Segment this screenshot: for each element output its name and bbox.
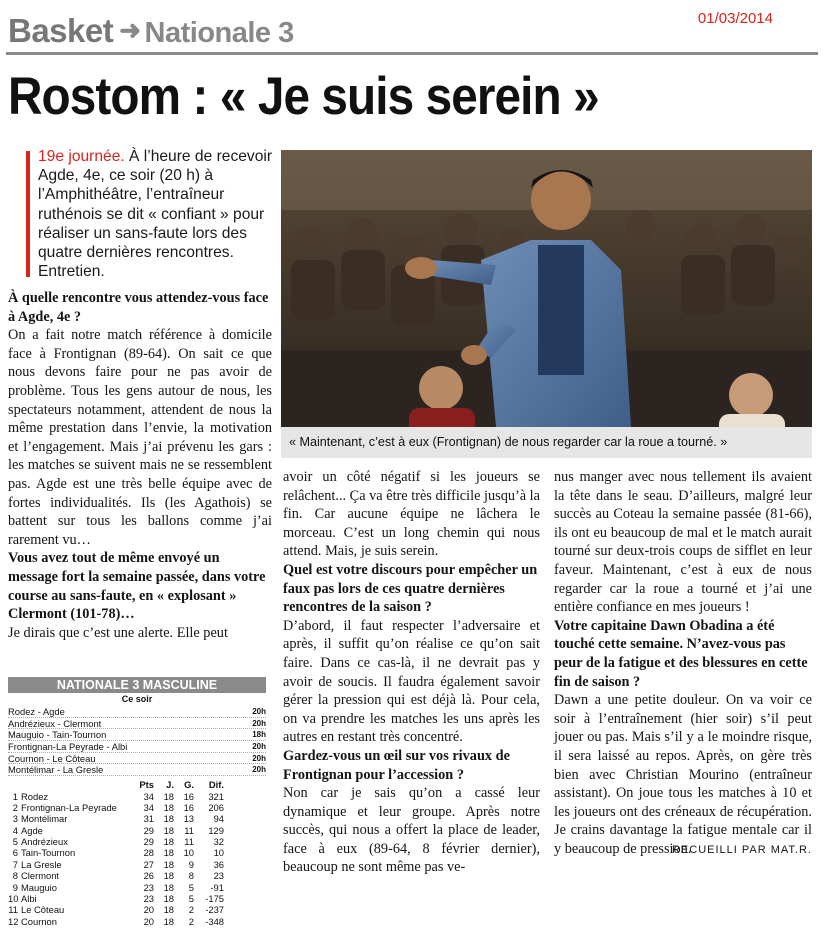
diff-cell: 129	[208, 824, 224, 836]
diff-cell: 36	[213, 858, 224, 870]
fixture-teams: Cournon - Le Côteau	[8, 752, 96, 764]
fixture-time: 20h	[252, 753, 266, 763]
team-cell: Cournon	[21, 915, 57, 927]
arrow-right-icon: ➜	[119, 15, 141, 45]
diff-header: Dif.	[208, 779, 224, 791]
body-column-3	[554, 468, 812, 860]
rank-cell: 6	[12, 847, 18, 859]
fixture-time: 20h	[252, 765, 266, 775]
fixture-time: 20h	[252, 707, 266, 716]
question: À quelle rencontre vous attendez-vous face à Agde, 4e ?	[8, 290, 269, 325]
coach-photo-illustration	[281, 150, 812, 427]
rank-cell: 4	[12, 824, 18, 836]
won-cell: 5	[188, 893, 194, 905]
photo-caption: « Maintenant, c’est à eux (Frontignan) de nous regarder car la roue a tourné. »	[281, 427, 812, 458]
points-cell: 27	[143, 858, 154, 870]
question: Gardez-vous un œil sur vos rivaux de Frontignan pour l’accession ?	[283, 747, 510, 783]
question: Votre capitaine Dawn Obadina a été touché cette semaine. N’avez-vous pas peur de la fatigue et des blessures en cette fin de saison ?	[554, 617, 808, 690]
team-cell: Frontignan-La Peyrade	[21, 801, 117, 813]
fixture-row	[8, 753, 266, 765]
played-cell: 18	[163, 801, 174, 813]
won-cell: 2	[188, 904, 194, 916]
answer: D’abord, il faut respecter l’adversaire et après, il suffit qu’on réalise ce qu’on sait faire. Dans ce cas-là, il ne devrait pas y avoir de soucis. Il faudra également savoir gérer la pression qui est déjà là. Pour cela, on va prendre les matches les uns après les autres en restant très concentré.	[283, 617, 540, 746]
answer: Dawn a une petite douleur. On va voir ce soir à l’entraînement (hier soir) s’il peut jouer ou pas. Mais s’il y a le moindre risque, il sera laissé au repos. Après, on gère très bien avec Christian Mourino (entraîneur assistant). On joue tous les matches à 10 et les joueurs ont des créneaux de récupération. Je crains davantage la fatigue mentale car il y beaucoup de pression.	[554, 692, 812, 857]
won-cell: 16	[183, 801, 194, 813]
points-cell: 29	[143, 824, 154, 836]
points-cell: 34	[143, 801, 154, 813]
played-cell: 18	[163, 893, 174, 905]
won-cell: 16	[183, 790, 194, 802]
points-cell: 29	[143, 836, 154, 848]
points-cell: 31	[143, 813, 154, 825]
standings-row	[8, 870, 266, 881]
fixture-time: 20h	[252, 718, 266, 728]
points-cell: 28	[143, 847, 154, 859]
fixture-teams: Montélimar - La Gresle	[8, 764, 104, 776]
points-cell: 23	[143, 881, 154, 893]
points-cell: 20	[143, 904, 154, 916]
header-rule	[6, 52, 818, 55]
diff-cell: 321	[208, 790, 224, 802]
rank-cell: 5	[12, 836, 18, 848]
fixture-time: 18h	[252, 730, 266, 740]
team-cell: Clermont	[21, 870, 60, 882]
diff-cell: 206	[208, 801, 224, 813]
fixture-time: 20h	[252, 742, 266, 752]
subsection-label: Nationale 3	[144, 17, 294, 49]
rank-cell: 8	[12, 870, 18, 882]
won-cell: 2	[188, 915, 194, 927]
intro-text: À l’heure de recevoir Agde, 4e, ce soir (20 h) à l’Amphithéâtre, l’entraîneur ruthénois se dit « confiant » pour réaliser un sans-faute lors des quatre dernières rencontres. Entretien.	[38, 148, 273, 281]
body-column-1	[8, 289, 272, 642]
standings-row	[8, 916, 266, 927]
fixture-row	[8, 764, 266, 776]
standings-row	[8, 825, 266, 836]
standings-row	[8, 836, 266, 847]
played-cell: 18	[163, 847, 174, 859]
standings-row	[8, 802, 266, 813]
answer: On a fait notre match référence à domicile face à Frontignan (89-64). On sait ce que nous devons faire pour ne pas avoir de problème. Tous les gens autour de nous, les spectateurs notamment, attendent de nous la même prestation dans l’envie, la motivation et l’engagement. Mais j’ai prévenu les gars : les matches se suivent mais ne se ressemblent pas. Agde est une très belle équipe avec de fortes individualités. Ils (les Agathois) se battent sur tous les ballons comme j’ai rarement vu…	[8, 327, 272, 548]
answer: Je dirais que c’est une alerte. Elle peut	[8, 624, 228, 641]
question: Vous avez tout de même envoyé un message fort la semaine passée, dans votre course au sans-faute, en « explosant » Clermont (101-78)…	[8, 550, 266, 623]
won-cell: 11	[184, 824, 194, 836]
fixture-row	[8, 718, 266, 730]
diff-cell: -91	[210, 881, 224, 893]
answer: Non car je sais qu’on a cassé leur dynamique et leur groupe. Après notre succès, qui nous a offert la place de leader, face à eux (89-64, 8 février dernier), beaucoup ne sont même pas ve-	[283, 785, 540, 876]
rank-cell: 2	[12, 801, 18, 813]
won-cell: 9	[188, 858, 194, 870]
won-cell: 10	[183, 847, 194, 859]
won-cell: 11	[184, 836, 194, 848]
played-cell: 18	[163, 870, 174, 882]
team-cell: Rodez	[21, 790, 49, 802]
won-cell: 13	[183, 813, 194, 825]
standings-row	[8, 847, 266, 858]
rank-cell: 10	[8, 893, 19, 905]
team-cell: Montélimar	[21, 813, 68, 825]
body-column-2	[283, 468, 540, 877]
played-header: J.	[166, 779, 174, 791]
fixture-row	[8, 729, 266, 741]
fixture-row	[8, 741, 266, 753]
team-cell: Andrézieux	[21, 836, 68, 848]
rank-cell: 7	[12, 858, 18, 870]
standings-row	[8, 882, 266, 893]
team-cell: La Gresle	[21, 858, 62, 870]
article-photo	[281, 150, 812, 427]
section-label: Basket	[8, 12, 114, 49]
won-header: G.	[184, 779, 194, 791]
byline: RECUEILLI PAR MAT.R.	[671, 844, 812, 857]
team-cell: Agde	[21, 824, 43, 836]
diff-cell: 23	[213, 870, 224, 882]
fixture-teams: Rodez - Agde	[8, 706, 65, 717]
rank-cell: 9	[12, 881, 18, 893]
standings-row	[8, 791, 266, 802]
team-cell: Albi	[21, 893, 37, 905]
rank-cell: 11	[8, 904, 18, 916]
diff-cell: -175	[205, 893, 224, 905]
standings-row	[8, 813, 266, 824]
fixture-row	[8, 706, 266, 718]
diff-cell: -237	[205, 904, 224, 916]
standings-row	[8, 904, 266, 915]
played-cell: 18	[163, 915, 174, 927]
rank-cell: 12	[8, 915, 19, 927]
played-cell: 18	[163, 858, 174, 870]
standings-row	[8, 859, 266, 870]
article-intro	[38, 147, 273, 281]
rank-cell: 1	[12, 790, 18, 802]
team-cell: Mauguio	[21, 881, 57, 893]
points-cell: 34	[143, 790, 154, 802]
played-cell: 18	[163, 836, 174, 848]
intro-accent-bar	[26, 151, 30, 277]
standings-table	[8, 791, 266, 928]
section-kicker	[8, 12, 294, 50]
won-cell: 5	[188, 881, 194, 893]
played-cell: 18	[163, 881, 174, 893]
question: Quel est votre discours pour empêcher un faux pas lors de ces quatre dernières rencontres de la saison ?	[283, 561, 538, 616]
fixture-teams: Mauguio - Tain-Tournon	[8, 729, 107, 741]
won-cell: 8	[188, 870, 194, 882]
standings-header-row	[8, 779, 266, 790]
team-cell: Tain-Tournon	[21, 847, 76, 859]
fixture-teams: Andrézieux - Clermont	[8, 717, 102, 729]
fixtures-subtitle: Ce soir	[121, 694, 153, 704]
diff-cell: 94	[213, 813, 224, 825]
played-cell: 18	[163, 824, 174, 836]
rank-header	[8, 779, 18, 790]
points-cell: 26	[143, 870, 154, 882]
standings-row	[8, 893, 266, 904]
played-cell: 18	[163, 813, 174, 825]
diff-cell: 32	[213, 836, 224, 848]
played-cell: 18	[163, 790, 174, 802]
diff-cell: 10	[213, 847, 224, 859]
publication-date: 01/03/2014	[697, 10, 773, 27]
diff-cell: -348	[205, 915, 224, 927]
team-cell: Le Côteau	[21, 904, 65, 916]
intro-lead: 19e journée.	[38, 148, 125, 165]
headline: Rostom : « Je suis serein »	[8, 67, 599, 126]
rank-cell: 3	[12, 813, 18, 825]
team-header	[18, 779, 134, 790]
pts-header: Pts	[139, 779, 154, 791]
played-cell: 18	[163, 904, 174, 916]
answer: nus manger avec nous tellement ils avaient la tête dans le seau. D’ailleurs, malgré leur succès au Coteau la semaine passée (81-66), ils ont eu beaucoup de mal et le match aurait tourné sur deux-trois coups de sifflet en leur faveur. Maintenant, c’est à eux de nous regarder car la roue a tourné et j’ai une entière confiance en mes joueurs !	[554, 469, 812, 616]
standings-box	[8, 677, 266, 927]
points-cell: 20	[143, 915, 154, 927]
points-cell: 23	[143, 893, 154, 905]
standings-title: NATIONALE 3 MASCULINE	[8, 677, 266, 693]
answer: avoir un côté négatif si les joueurs se relâchent... Ça va être très difficile jusqu’à la fin. Car aucune équipe ne lâchera le morceau. C’est un long chemin qui nous attend. Mais, je suis serein.	[283, 469, 540, 560]
fixture-teams: Frontignan-La Peyrade - Albi	[8, 741, 128, 753]
